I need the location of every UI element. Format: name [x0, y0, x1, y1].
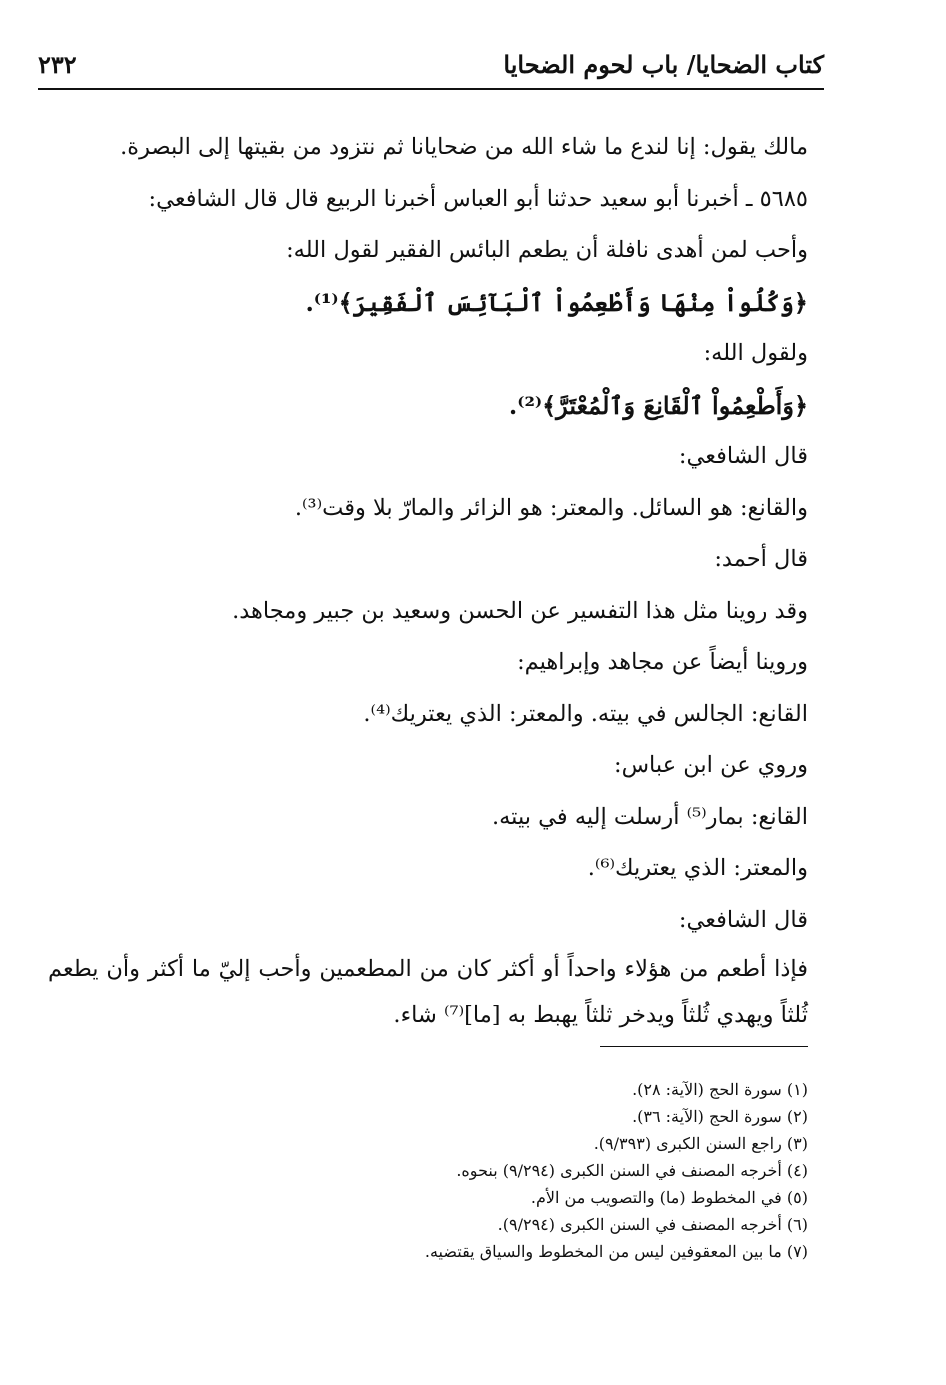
- text-line: والقانع: هو السائل. والمعتر: هو الزائر والمارّ بلا وقت⁽³⁾.: [294, 494, 808, 521]
- footnotes: [90, 1076, 808, 1265]
- running-title: كتاب الضحايا/ باب لحوم الضحايا: [503, 50, 824, 79]
- footnote: (٢) سورة الحج (الآية: ٣٦).: [632, 1107, 808, 1126]
- text-line: مالك يقول: إنا لندع ما شاء الله من ضحايانا ثم نتزود من بقيتها إلى البصرة.: [120, 134, 808, 160]
- main-text: [48, 122, 808, 1038]
- quran-verse: ﴿وَكُلُواْ مِنْهَا وَأَطْعِمُواْ ٱلْبَآئِسَ ٱلْفَقِيرَ﴾⁽¹⁾.: [305, 287, 808, 317]
- footnote: (٥) في المخطوط (ما) والتصويب من الأم.: [530, 1188, 808, 1207]
- text-line: قال الشافعي:: [678, 906, 808, 933]
- text-line: ولقول الله:: [703, 340, 808, 366]
- quran-verse: ﴿وَأَطْعِمُواْ ٱلْقَانِعَ وَٱلْمُعْتَرَّ﴾⁽²⁾.: [508, 390, 808, 420]
- text-line: وقد روينا مثل هذا التفسير عن الحسن وسعيد بن جبير ومجاهد.: [232, 597, 808, 624]
- text-line: وروينا أيضاً عن مجاهد وإبراهيم:: [517, 649, 808, 675]
- footnote: (٤) أخرجه المصنف في السنن الكبرى (٩/٢٩٤) بنحوه.: [456, 1161, 808, 1180]
- text-line: قال الشافعي:: [678, 443, 808, 469]
- footnote: (٦) أخرجه المصنف في السنن الكبرى (٩/٢٩٤).: [497, 1215, 808, 1234]
- footnote-separator: [600, 1046, 808, 1047]
- text-line: القانع: الجالس في بيته. والمعتر: الذي يعتريك⁽⁴⁾.: [363, 700, 808, 727]
- text-paragraph: فإذا أطعم من هؤلاء واحداً أو أكثر كان من المطعمين وأحب إليّ ما أكثر وأن يطعم ثُلثاً ويهدي ثُلثاً ويدخر ثلثاً يهبط به [ما]⁽⁷⁾ شاء.: [48, 956, 808, 1028]
- text-line: وأحب لمن أهدى نافلة أن يطعم البائس الفقير لقول الله:: [286, 237, 808, 263]
- footnote: (٣) راجع السنن الكبرى (٩/٣٩٣).: [593, 1134, 808, 1153]
- page-number: ٢٣٢: [38, 50, 77, 79]
- footnote: (٧) ما بين المعقوفين ليس من المخطوط والسياق يقتضيه.: [424, 1242, 808, 1261]
- text-line: والمعتر: الذي يعتريك⁽⁶⁾.: [587, 855, 808, 881]
- running-header: [38, 44, 824, 90]
- text-line: وروي عن ابن عباس:: [614, 752, 808, 778]
- text-line: القانع: بمار⁽⁵⁾ أرسلت إليه في بيته.: [491, 803, 808, 830]
- text-line: قال أحمد:: [714, 546, 808, 572]
- hadith-isnad-line: ٥٦٨٥ ـ أخبرنا أبو سعيد حدثنا أبو العباس أخبرنا الربيع قال قال الشافعي:: [148, 185, 808, 212]
- footnote: (١) سورة الحج (الآية: ٢٨).: [632, 1080, 808, 1099]
